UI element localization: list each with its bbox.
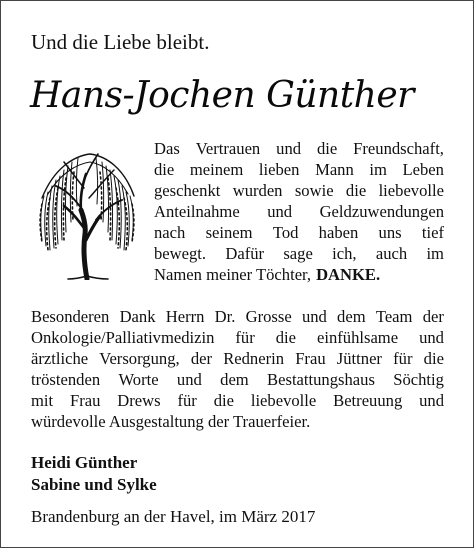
- word: die: [275, 328, 297, 347]
- word: dem: [337, 307, 366, 326]
- word: die: [316, 139, 338, 158]
- word: und: [301, 307, 327, 326]
- word: die: [423, 349, 444, 368]
- word: Mann: [315, 160, 354, 179]
- word: mit: [31, 391, 54, 410]
- place-date: Brandenburg an der Havel, im März 2017: [31, 507, 316, 526]
- word: der: [190, 349, 213, 368]
- signer-name: Sabine und Sylke: [31, 475, 157, 494]
- special-thanks-line: [31, 327, 444, 348]
- word: Versorgung,: [99, 349, 180, 368]
- word: im: [369, 160, 387, 179]
- special-thanks-line: [31, 369, 444, 390]
- word: tief: [421, 223, 444, 242]
- word: Das: [154, 139, 180, 158]
- special-thanks-paragraph: [31, 306, 444, 432]
- word: Frau: [295, 349, 326, 368]
- word: ich,: [332, 244, 357, 263]
- word: und: [267, 202, 293, 221]
- word: und: [176, 370, 202, 389]
- special-thanks-line: [31, 390, 444, 411]
- word: für: [235, 328, 255, 347]
- word: der: [422, 307, 444, 326]
- word: geschenkt: [154, 181, 221, 200]
- word: Team: [375, 307, 413, 326]
- word: liebevolle: [378, 181, 444, 200]
- word: Tod: [272, 223, 299, 242]
- thanks-line: [154, 264, 444, 285]
- thanks-emphasis: DANKE.: [316, 265, 381, 284]
- word: Bestattungshaus: [267, 370, 375, 389]
- word: und: [419, 391, 444, 410]
- word: Onkologie/Palliativmedizin: [31, 328, 215, 347]
- special-thanks-line: [31, 348, 444, 369]
- thanks-line: [154, 222, 444, 243]
- word: Söchtig: [393, 370, 444, 389]
- word: Grosse: [245, 307, 292, 326]
- thanks-paragraph: [154, 138, 444, 285]
- word: einfühlsame: [316, 328, 399, 347]
- word: auch: [375, 244, 408, 263]
- thanks-line-text: Namen meiner Töchter,: [154, 265, 312, 284]
- deceased-name: Hans-Jochen Günther: [30, 75, 414, 116]
- word: dem: [220, 370, 249, 389]
- thanks-line: [154, 243, 444, 264]
- word: Geldzuwendungen: [319, 202, 444, 221]
- word: Herrn: [165, 307, 205, 326]
- word: Jüttner: [336, 349, 382, 368]
- thanks-line: [154, 201, 444, 222]
- word: lieben: [258, 160, 300, 179]
- word: meinem: [189, 160, 244, 179]
- thanks-line: [154, 180, 444, 201]
- signer-name: Heidi Günther: [31, 453, 138, 472]
- word: uns: [378, 223, 402, 242]
- word: Freundschaft,: [353, 139, 444, 158]
- word: und: [276, 139, 302, 158]
- word: Vertrauen: [195, 139, 261, 158]
- word: sage: [283, 244, 313, 263]
- special-thanks-line: [31, 306, 444, 327]
- word: die: [154, 160, 175, 179]
- word: und: [419, 328, 444, 347]
- word: Besonderen: [31, 307, 110, 326]
- word: Worte: [118, 370, 159, 389]
- special-thanks-line: [31, 411, 444, 432]
- word: tröstenden: [31, 370, 101, 389]
- word: die: [213, 391, 234, 410]
- word: liebevolle: [250, 391, 317, 410]
- word: sowie: [294, 181, 334, 200]
- word: Leben: [402, 160, 444, 179]
- weeping-willow-tree-icon: [34, 148, 140, 280]
- word: ärztliche: [31, 349, 89, 368]
- signers-block: [31, 452, 157, 496]
- word: Drews: [117, 391, 161, 410]
- word: Dafür: [225, 244, 265, 263]
- word: nach: [154, 223, 186, 242]
- word: die: [345, 181, 367, 200]
- word: Frau: [70, 391, 101, 410]
- word: Dr.: [214, 307, 236, 326]
- thanks-line: [154, 138, 444, 159]
- word: für: [393, 349, 413, 368]
- word: seinem: [205, 223, 253, 242]
- word: bewegt.: [154, 244, 207, 263]
- opening-line: Und die Liebe bleibt.: [31, 30, 210, 54]
- word: Dank: [119, 307, 156, 326]
- word: Rednerin: [223, 349, 285, 368]
- word: haben: [318, 223, 359, 242]
- thanks-line: [154, 159, 444, 180]
- word: Anteilnahme: [154, 202, 240, 221]
- word: im: [426, 244, 444, 263]
- word: Betreuung: [333, 391, 403, 410]
- word: wurden: [232, 181, 283, 200]
- word: für: [177, 391, 197, 410]
- special-thanks-line-text: würdevolle Ausgestaltung der Trauerfeier.: [31, 412, 311, 431]
